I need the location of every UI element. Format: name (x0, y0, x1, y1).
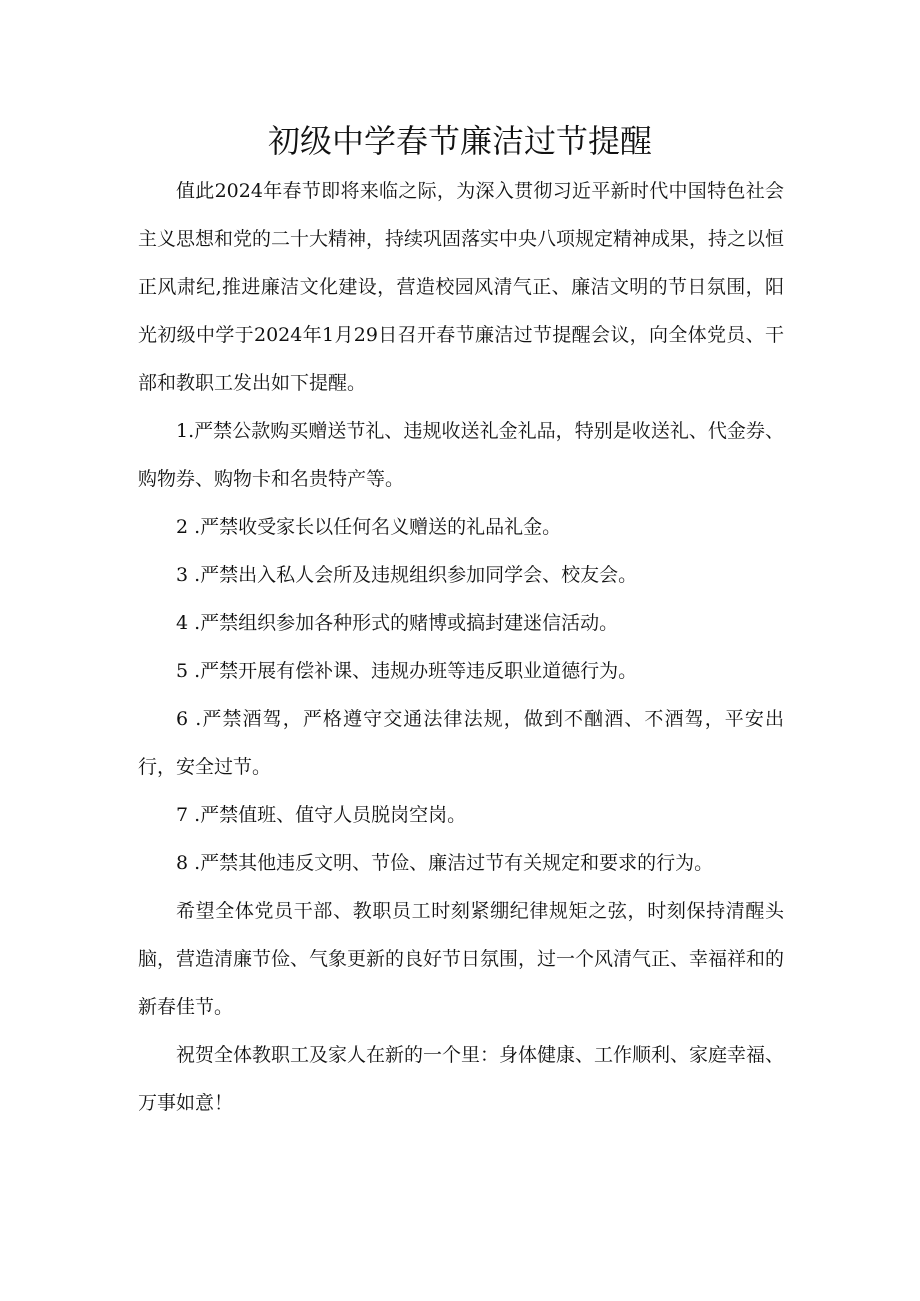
reminder-item-6: 6 .严禁酒驾，严格遵守交通法律法规，做到不酗酒、不酒驾，平安出行，安全过节。 (138, 708, 784, 778)
reminder-item-8: 8 .严禁其他违反文明、节俭、廉洁过节有关规定和要求的行为。 (176, 852, 714, 874)
reminder-item-4: 4 .严禁组织参加各种形式的赌博或搞封建迷信活动。 (176, 612, 619, 634)
reminder-item-7: 7 .严禁值班、值守人员脱岗空岗。 (176, 804, 467, 826)
reminder-item-5: 5 .严禁开展有偿补课、违规办班等违反职业道德行为。 (176, 660, 638, 682)
reminder-item-2: 2 .严禁收受家长以任何名义赠送的礼品礼金。 (176, 516, 562, 538)
document-body (138, 167, 784, 1127)
closing-paragraph: 希望全体党员干部、教职员工时刻紧绷纪律规矩之弦，时刻保持清醒头脑，营造清廉节俭、气象更新的良好节日氛围，过一个风清气正、幸福祥和的新春佳节。 (138, 900, 785, 1018)
document-title: 初级中学春节廉洁过节提醒 (267, 122, 652, 160)
reminder-item-3: 3 .严禁出入私人会所及违规组织参加同学会、校友会。 (176, 564, 638, 586)
reminder-item-1: 1.严禁公款购买赠送节礼、违规收送礼金礼品，特别是收送礼、代金券、购物券、购物卡和名贵特产等。 (138, 420, 784, 490)
intro-paragraph: 值此2024年春节即将来临之际，为深入贯彻习近平新时代中国特色社会主义思想和党的二十大精神，持续巩固落实中央八项规定精神成果，持之以恒正风肃纪,推进廉洁文化建设，营造校园风清气正、廉洁文明的节日氛围，阳光初级中学于2024年1月29日召开春节廉洁过节提醒会议，向全体党员、干部和教职工发出如下提醒。 (138, 180, 785, 394)
greeting-paragraph: 祝贺全体教职工及家人在新的一个里：身体健康、工作顺利、家庭幸福、万事如意！ (138, 1044, 785, 1114)
